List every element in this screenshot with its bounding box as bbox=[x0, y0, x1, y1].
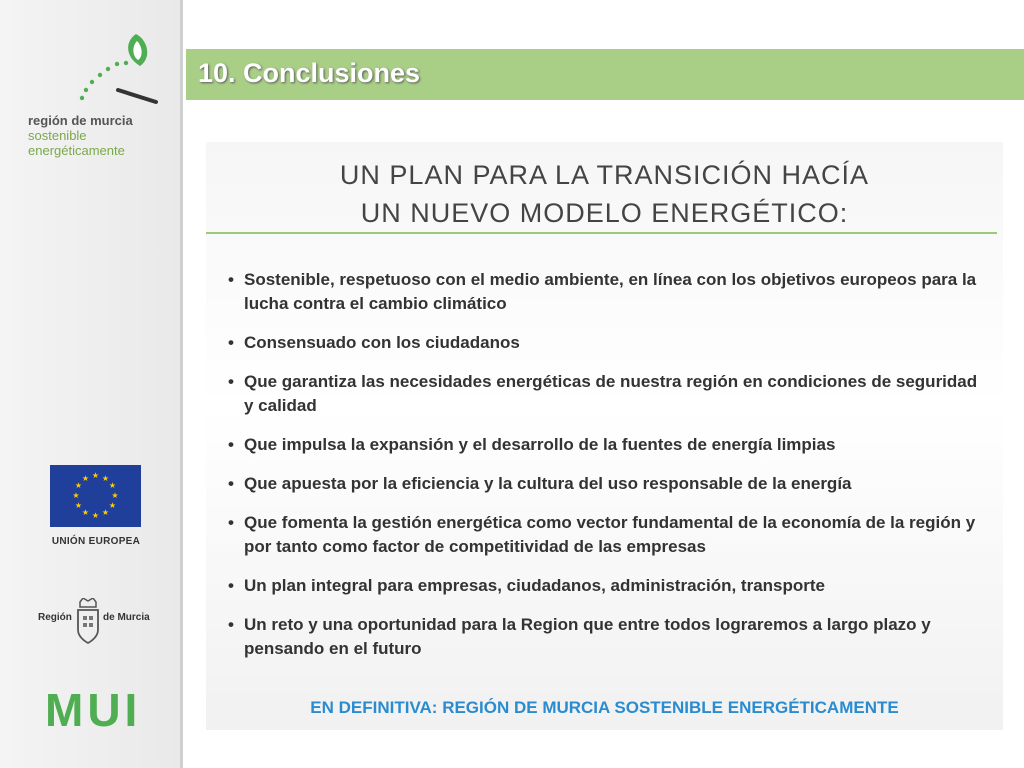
list-item bbox=[228, 574, 988, 598]
region-murcia-crest-logo bbox=[38, 598, 158, 644]
panel-heading-line-2: UN NUEVO MODELO ENERGÉTICO: bbox=[360, 198, 849, 228]
list-item-text: Que fomenta la gestión energética como vector fundamental de la economía de la región y por tanto como factor de competitividad de las empresas bbox=[244, 513, 976, 556]
list-item bbox=[228, 268, 988, 316]
svg-text:★: ★ bbox=[81, 508, 90, 517]
list-item bbox=[228, 370, 988, 418]
svg-text:★: ★ bbox=[74, 501, 83, 510]
bullet-symbol: • bbox=[228, 270, 234, 289]
panel-heading bbox=[206, 156, 1003, 232]
list-item-text: Consensuado con los ciudadanos bbox=[244, 333, 520, 352]
bullet-symbol: • bbox=[228, 615, 234, 634]
page-title: 10. Conclusiones bbox=[198, 58, 421, 88]
svg-text:★: ★ bbox=[108, 481, 117, 490]
panel-heading-line-1: UN PLAN PARA LA TRANSICIÓN HACÍA bbox=[339, 160, 870, 190]
bullet-list bbox=[228, 268, 988, 676]
bullet-symbol: • bbox=[228, 513, 234, 532]
svg-text:★: ★ bbox=[91, 511, 100, 520]
svg-text:★: ★ bbox=[81, 474, 90, 483]
svg-text:★: ★ bbox=[91, 471, 100, 480]
mui-logo: MUI bbox=[45, 684, 142, 736]
list-item-text: Un reto y una oportunidad para la Region que entre todos lograremos a largo plazo y pensando en el futuro bbox=[244, 615, 931, 658]
svg-text:★: ★ bbox=[108, 501, 117, 510]
list-item-text: Un plan integral para empresas, ciudadanos, administración, transporte bbox=[244, 576, 825, 595]
svg-text:★: ★ bbox=[101, 508, 110, 517]
logo-line-2: sostenible bbox=[28, 128, 87, 143]
list-item-text: Que impulsa la expansión y el desarrollo de la fuentes de energía limpias bbox=[244, 435, 836, 454]
list-item-text: Sostenible, respetuoso con el medio ambiente, en línea con los objetivos europeos para la lucha contra el cambio climático bbox=[244, 270, 977, 313]
svg-text:★: ★ bbox=[72, 491, 80, 500]
list-item bbox=[228, 511, 988, 559]
list-item-text: Que apuesta por la eficiencia y la cultura del uso responsable de la energía bbox=[244, 474, 852, 493]
sidebar bbox=[0, 0, 183, 768]
list-item bbox=[228, 433, 988, 457]
bullet-symbol: • bbox=[228, 474, 234, 493]
list-item bbox=[228, 472, 988, 496]
bullet-symbol: • bbox=[228, 435, 234, 454]
title-bar bbox=[186, 49, 1024, 100]
divider bbox=[206, 232, 997, 234]
svg-text:★: ★ bbox=[111, 491, 119, 500]
svg-text:★: ★ bbox=[74, 481, 83, 490]
content-panel bbox=[206, 142, 1003, 730]
bullet-symbol: • bbox=[228, 576, 234, 595]
bullet-symbol: • bbox=[228, 333, 234, 352]
crest-icon bbox=[75, 598, 101, 644]
eu-label: UNIÓN EUROPEA bbox=[51, 536, 141, 547]
murcia-right-text: de Murcia bbox=[103, 612, 150, 623]
logo-text bbox=[28, 113, 133, 158]
list-item bbox=[228, 613, 988, 661]
list-item bbox=[228, 331, 988, 355]
list-item-text: Que garantiza las necesidades energéticas de nuestra región en condiciones de seguridad y calidad bbox=[244, 372, 978, 415]
svg-text:★: ★ bbox=[101, 474, 110, 483]
bullet-symbol: • bbox=[228, 372, 234, 391]
conclusion-footer: EN DEFINITIVA: REGIÓN DE MURCIA SOSTENIBLE ENERGÉTICAMENTE bbox=[310, 698, 899, 717]
logo-line-3: energéticamente bbox=[28, 143, 125, 158]
murcia-left-text: Región bbox=[38, 612, 72, 623]
eu-flag-icon bbox=[50, 465, 141, 527]
logo-line-1: región de murcia bbox=[28, 113, 133, 128]
